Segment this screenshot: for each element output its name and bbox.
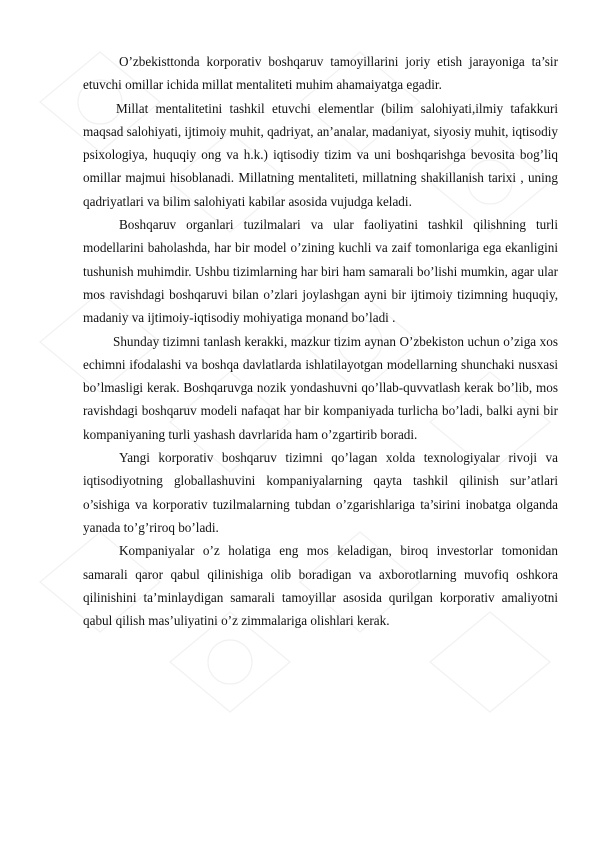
paragraph-1: O’zbekisttonda korporativ boshqaruv tamoyillarini joriy etish jarayoniga ta’sir etuvchi omillar ichida millat mentaliteti muhim ahamaiyatga egadir.	[83, 54, 558, 93]
paragraph-5: Yangi korporativ boshqaruv tizimni qo’lagan xolda texnologiyalar rivoji va iqtisodiyotning globallashuvini kompaniyalarning qayta tashkil qilinish sur’atlari o’sishiga va korporativ tuzilmalarning tubdan o’zgarishlariga ta’sirini inobatga olganda yanada to’g’riroq bo’ladi.	[83, 450, 558, 535]
paragraph-4: Shunday tizimni tanlash kerakki, mazkur tizim aynan O’zbekiston uchun o’ziga xos echimni ifodalashi va boshqa davlatlarda ishlatilayotgan modellarning shunchaki nusxasi bo’lmasligi kerak. Boshqaruvga nozik yondashuvni qo’llab-quvvatlash kerak bo’lib, mos ravishdagi boshqaruv modeli nafaqat har bir kompaniyada turlicha bo’ladi, balki ayni bir kompaniyaning turli yashash davrlarida ham o’zgartirib boradi.	[83, 333, 558, 442]
document-body	[83, 50, 558, 632]
paragraph-6: Kompaniyalar o’z holatiga eng mos keladigan, biroq investorlar tomonidan samarali qaror qabul qilinishiga olib boradigan va axborotlarning muvofiq oshkora qilinishini ta’minlaydigan samarali tamoyillar asosida qurilgan korporativ amaliyotni qabul qilish mas’uliyatini o’z zimmalariga olishlari kerak.	[83, 543, 558, 629]
paragraph-3: Boshqaruv organlari tuzilmalari va ular faoliyatini tashkil qilishning turli modellarini baholashda, har bir model o’zining kuchli va zaif tomonlariga ega ekanligini tushunish muhimdir. Ushbu tizimlarning har biri ham samarali bo’lishi mumkin, agar ular mos ravishdagi boshqaruvi bilan o’zlari joylashgan ayni bir ijtimoiy tizimning huquqiy, madaniy va ijtimoiy-iqtisodiy mohiyatiga monand bo’ladi .	[83, 217, 558, 326]
paragraph-2: Millat mentalitetini tashkil etuvchi elementlar (bilim salohiyati,ilmiy tafakkuri maqsad salohiyati, ijtimoiy muhit, qadriyat, an’analar, madaniyat, siyosiy muhit, iqtisodiy psixologiya, huquqiy ong va h.k.) iqtisodiy tizim va uni boshqarishga bevosita bog’liq omillar majmui hisoblanadi. Millatning mentaliteti, millatning shakillanish tarixi , uning qadriyatlari va bilim salohiyati kabilar asosida vujudga keladi.	[83, 100, 558, 209]
